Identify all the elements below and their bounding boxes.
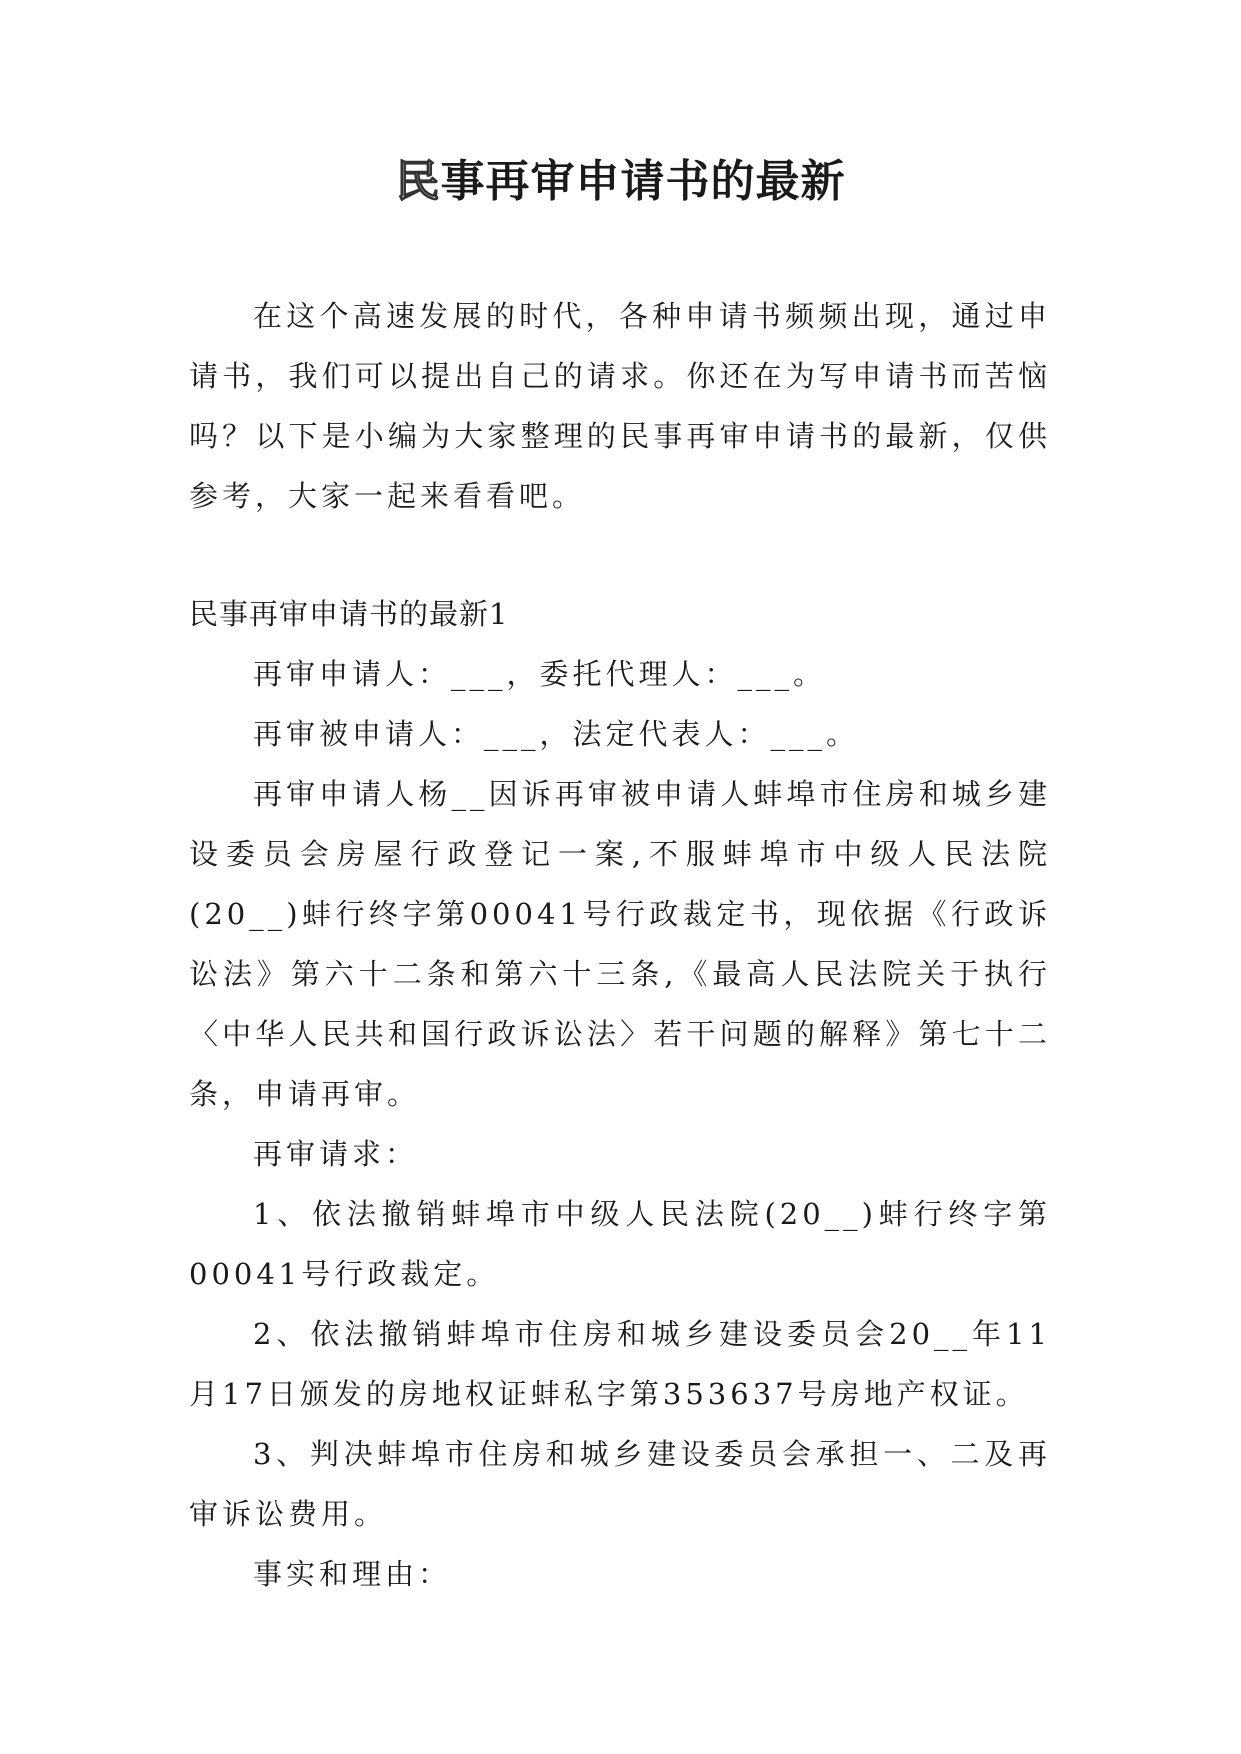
respondent-line: 再审被申请人：___，法定代表人：___。 bbox=[253, 717, 860, 751]
request-heading: 再审请求： bbox=[253, 1137, 419, 1171]
request-item-2: 2、依法撤销蚌埠市住房和城乡建设委员会20__年11月17日颁发的房地权证蚌私字第353637号房地产权证。 bbox=[189, 1317, 1051, 1411]
title-first-char: 民 bbox=[395, 156, 441, 207]
document-title bbox=[0, 152, 1241, 212]
facts-heading: 事实和理由： bbox=[253, 1557, 452, 1591]
applicant-line: 再审申请人：___，委托代理人：___。 bbox=[253, 657, 827, 691]
statement-paragraph: 再审申请人杨__因诉再审被申请人蚌埠市住房和城乡建设委员会房屋行政登记一案,不服蚌埠市中级人民法院(20__)蚌行终字第00041号行政裁定书，现依据《行政诉讼法》第六十二条和第六十三条,《最高人民法院关于执行〈中华人民共和国行政诉讼法〉若干问题的解释》第七十二条，申请再审。 bbox=[189, 777, 1051, 1111]
intro-paragraph: 在这个高速发展的时代，各种申请书频频出现，通过申请书，我们可以提出自己的请求。你还在为写申请书而苦恼吗？以下是小编为大家整理的民事再审申请书的最新，仅供参考，大家一起来看看吧。 bbox=[189, 299, 1051, 513]
request-item-1: 1、依法撤销蚌埠市中级人民法院(20__)蚌行终字第00041号行政裁定。 bbox=[189, 1197, 1051, 1291]
title-text: 事再审申请书的最新 bbox=[440, 156, 846, 207]
document-body bbox=[189, 286, 1051, 1604]
request-item-3: 3、判决蚌埠市住房和城乡建设委员会承担一、二及再审诉讼费用。 bbox=[189, 1437, 1051, 1531]
section-heading: 民事再审申请书的最新1 bbox=[189, 597, 509, 631]
